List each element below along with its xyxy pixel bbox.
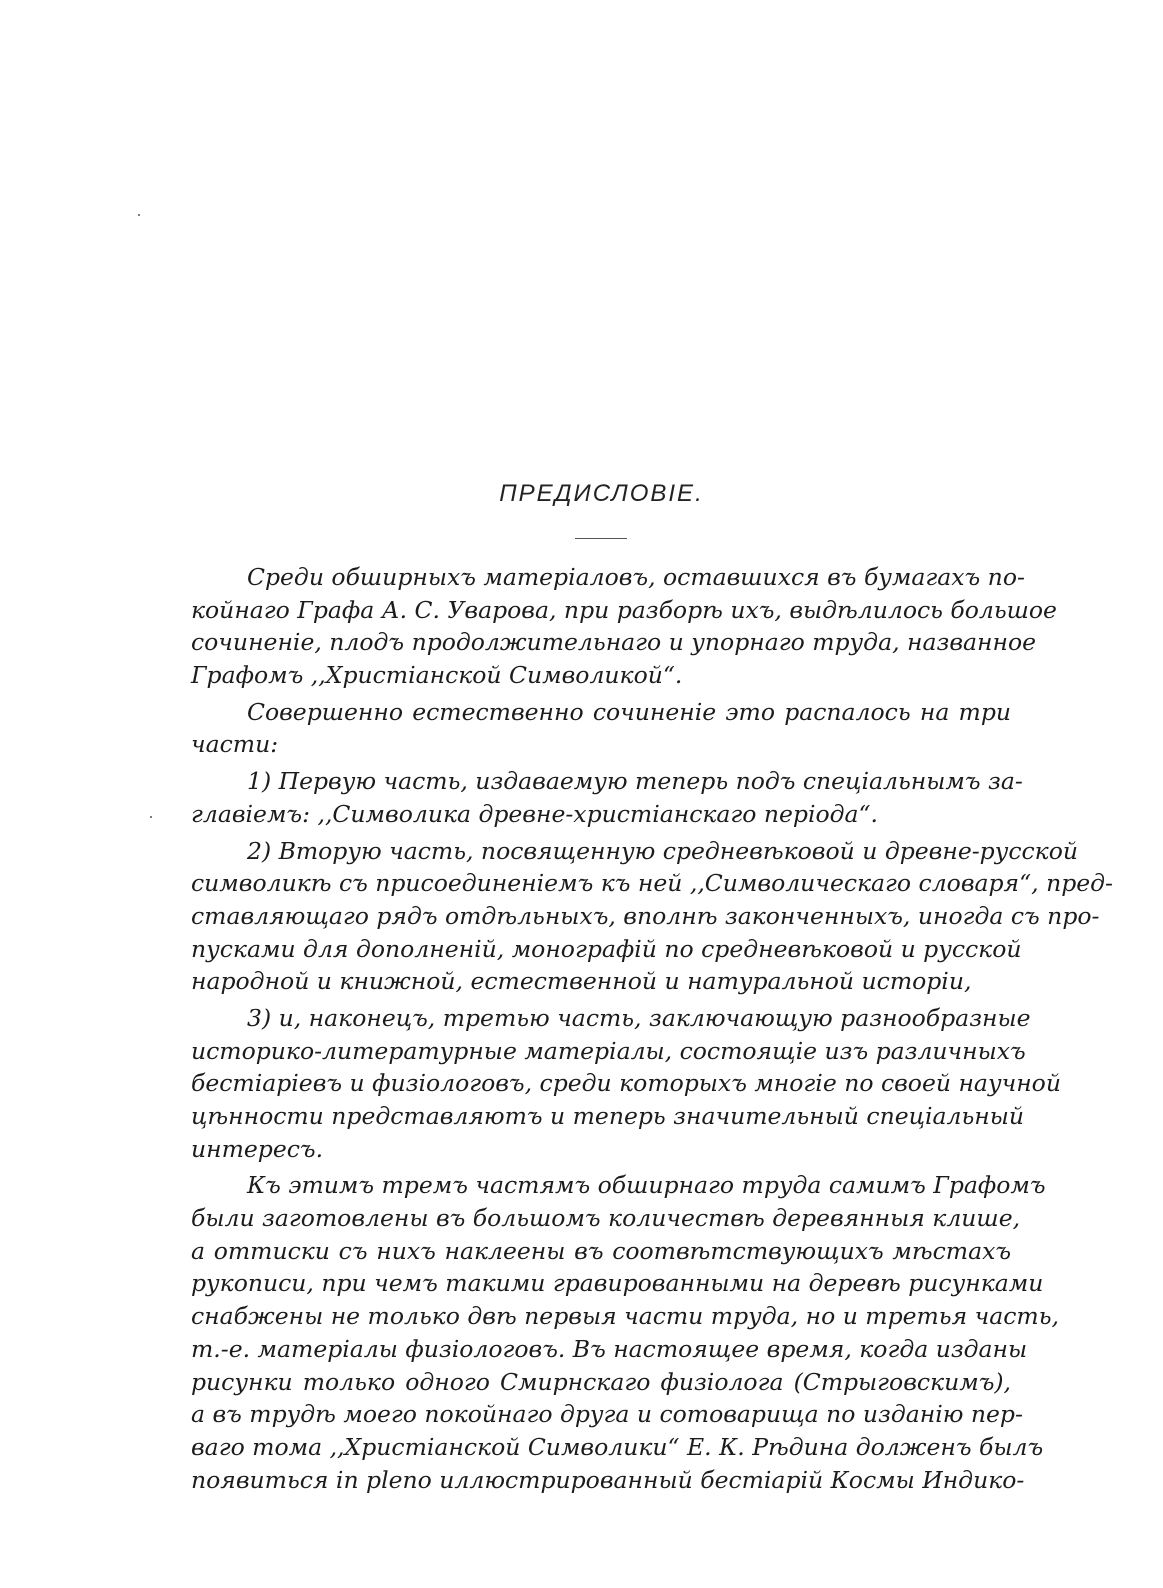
text-line: Къ этимъ тремъ частямъ обширнаго труда самимъ Графомъ xyxy=(247,1171,1046,1200)
text-line: были заготовлены въ большомъ количествѣ деревянныя клише, xyxy=(191,1204,1021,1233)
text-line: рукописи, при чемъ такими гравированными на деревѣ рисунками xyxy=(191,1269,1044,1298)
text-line: 1) Первую часть, издаваемую теперь подъ спеціальнымъ за- xyxy=(247,767,1023,796)
text-line: рисунки только одного Смирнскаго физіолога (Стрыговскимъ), xyxy=(191,1367,1011,1396)
text-line: бестіаріевъ и физіологовъ, среди которыхъ многіе по своей научной xyxy=(191,1069,1061,1098)
page-title: ПРЕДИСЛОВІЕ. xyxy=(499,480,704,507)
text-line: Графомъ ,,Христіанской Символикой“. xyxy=(191,661,683,690)
text-line: т.-е. матеріалы физіологовъ. Въ настоящее время, когда изданы xyxy=(191,1334,1028,1363)
text-line: сочиненіе, плодъ продолжительнаго и упорнаго труда, названное xyxy=(191,628,1037,657)
text-line: Среди обширныхъ матеріаловъ, оставшихся въ бумагахъ по- xyxy=(247,563,1025,591)
text-line: символикѣ съ присоединеніемъ къ ней ,,Символическаго словаря“, пред- xyxy=(191,869,1113,898)
text-line: пусками для дополненій, монографій по средневѣковой и русской xyxy=(191,934,1022,963)
text-line: ставляющаго рядъ отдѣльныхъ, вполнѣ законченныхъ, иногда съ про- xyxy=(191,901,1100,930)
text-line: а оттиски съ нихъ наклеены въ соотвѣтствующихъ мѣстахъ xyxy=(191,1236,1011,1265)
text-line: Совершенно естественно сочиненіе это распалось на три xyxy=(247,697,1011,726)
text-line: народной и книжной, естественной и натуральной исторіи, xyxy=(191,967,972,996)
text-line: историко-литературные матеріалы, состоящіе изъ различныхъ xyxy=(191,1036,1026,1065)
title-divider xyxy=(575,538,627,539)
text-line: появиться in pleno иллюстрированный бестіарій Космы Индико- xyxy=(191,1465,1025,1494)
text-line: снабжены не только двѣ первыя части труда, но и третья часть, xyxy=(191,1302,1059,1331)
text-line: интересъ. xyxy=(191,1134,324,1163)
preface-body xyxy=(191,561,1113,1496)
text-line: главіемъ: ,,Символика древне-христіанскаго періода“. xyxy=(191,799,879,828)
scan-speck xyxy=(138,214,140,216)
text-line: койнаго Графа А. С. Уварова, при разборѣ ихъ, выдѣлилось большое xyxy=(191,595,1057,624)
text-line: цѣнности представляютъ и теперь значительный спеціальный xyxy=(191,1102,1025,1130)
text-line: 2) Вторую часть, посвященную средневѣковой и древне-русской xyxy=(247,836,1078,865)
text-line: 3) и, наконецъ, третью часть, заключающую разнообразные xyxy=(247,1003,1031,1032)
scan-speck xyxy=(150,816,152,818)
text-line: части: xyxy=(191,730,279,759)
text-line: а въ трудѣ моего покойнаго друга и сотоварища по изданію пер- xyxy=(191,1400,1023,1429)
text-line: ваго тома ,,Христіанской Символики“ Е. К. Рѣдина долженъ былъ xyxy=(191,1432,1044,1461)
